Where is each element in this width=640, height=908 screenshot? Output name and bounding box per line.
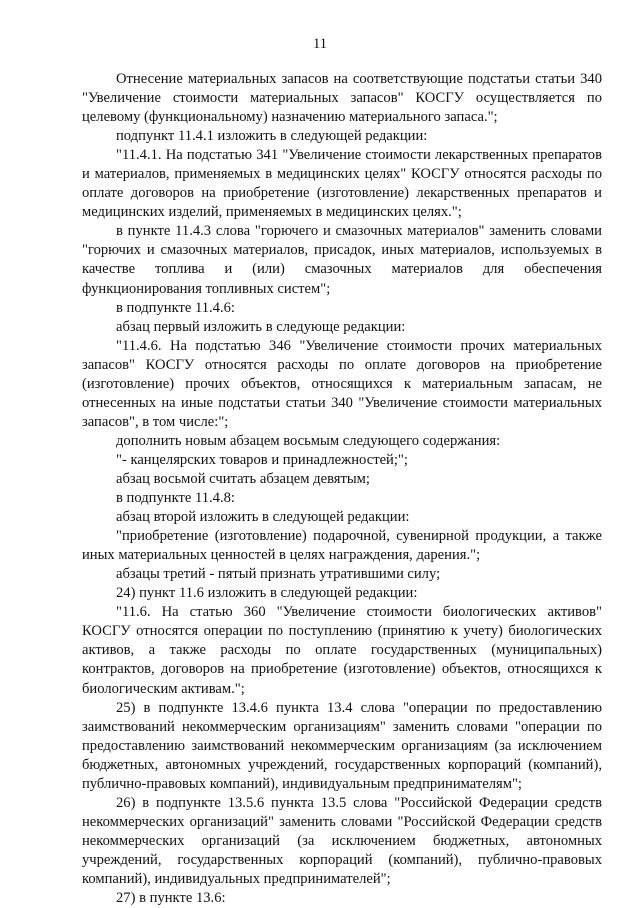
paragraph: абзац восьмой считать абзацем девятым; (116, 470, 370, 487)
paragraph: в пункте 11.4.3 слова "горючего и смазочных материалов" заменить словами "горючих и смазочных материалов, присадок, иных материалов, используемых в качестве топлива и (или) смазочных материалов для обеспечения функционирования топливных систем"; (82, 223, 602, 297)
paragraph: "- канцелярских товаров и принадлежностей;"; (116, 451, 408, 468)
paragraph: "11.4.6. На подстатью 346 "Увеличение стоимости прочих материальных запасов" КОСГУ относятся расходы по оплате договоров на приобретение (изготовление) прочих объектов, относящихся к материальным запасам, не отнесенных на иные подстатьи статьи 340 "Увеличение стоимости материальных запасов", в том числе:"; (82, 337, 602, 430)
paragraph: 26) в подпункте 13.5.6 пункта 13.5 слова "Российской Федерации средств некоммерческих организаций" заменить словами "Российской Федерации средств некоммерческих организаций (за исключением бюджетных, автономных учреждений, государственных корпораций (компаний), публично-правовых компаний), индивидуальных предпринимателей"; (82, 794, 602, 887)
paragraph: "11.4.1. На подстатью 341 "Увеличение стоимости лекарственных препаратов и материалов, применяемых в медицинских целях" КОСГУ относятся расходы по оплате договоров на приобретение (изготовление) лекарственных препаратов и медицинских изделий, применяемых в медицинских целях."; (82, 147, 602, 221)
paragraph: 25) в подпункте 13.4.6 пункта 13.4 слова "операции по предоставлению заимствований некоммерческим организациям" заменить словами "операции по предоставлению заимствований некоммерческим организациям (за исключением бюджетных, автономных учреждений, государственных корпораций (компаний), публично-правовых компаний), индивидуальным предпринимателям"; (82, 699, 602, 792)
paragraph: "11.6. На статью 360 "Увеличение стоимости биологических активов" КОСГУ относятся операции по поступлению (принятию к учету) биологических активов, а также расходы по оплате государственных (муниципальных) контрактов, договоров на приобретение (изготовление) объектов, относящихся к биологическим активам."; (82, 604, 602, 697)
paragraph: абзацы третий - пятый признать утратившими силу; (116, 566, 441, 583)
paragraph: подпункт 11.4.1 изложить в следующей редакции: (116, 128, 428, 145)
paragraph: дополнить новым абзацем восьмым следующего содержания: (116, 432, 501, 449)
paragraph: 24) пункт 11.6 изложить в следующей редакции: (116, 585, 418, 602)
paragraph: "приобретение (изготовление) подарочной, сувенирной продукции, а также иных материальных ценностей в целях награждения, дарения."; (82, 528, 602, 564)
paragraph: абзац первый изложить в следующе редакции: (116, 318, 406, 335)
page-number: 11 (313, 36, 327, 52)
paragraph: Отнесение материальных запасов на соответствующие подстатьи статьи 340 "Увеличение стоимости материальных запасов" КОСГУ осуществляется по целевому (функциональному) назначению материального запаса."; (82, 71, 602, 126)
document-body (82, 70, 602, 908)
paragraph: 27) в пункте 13.6: (116, 890, 226, 907)
paragraph: в подпункте 11.4.8: (116, 490, 235, 507)
paragraph: абзац второй изложить в следующей редакции: (116, 509, 410, 526)
paragraph: в подпункте 11.4.6: (116, 299, 235, 316)
